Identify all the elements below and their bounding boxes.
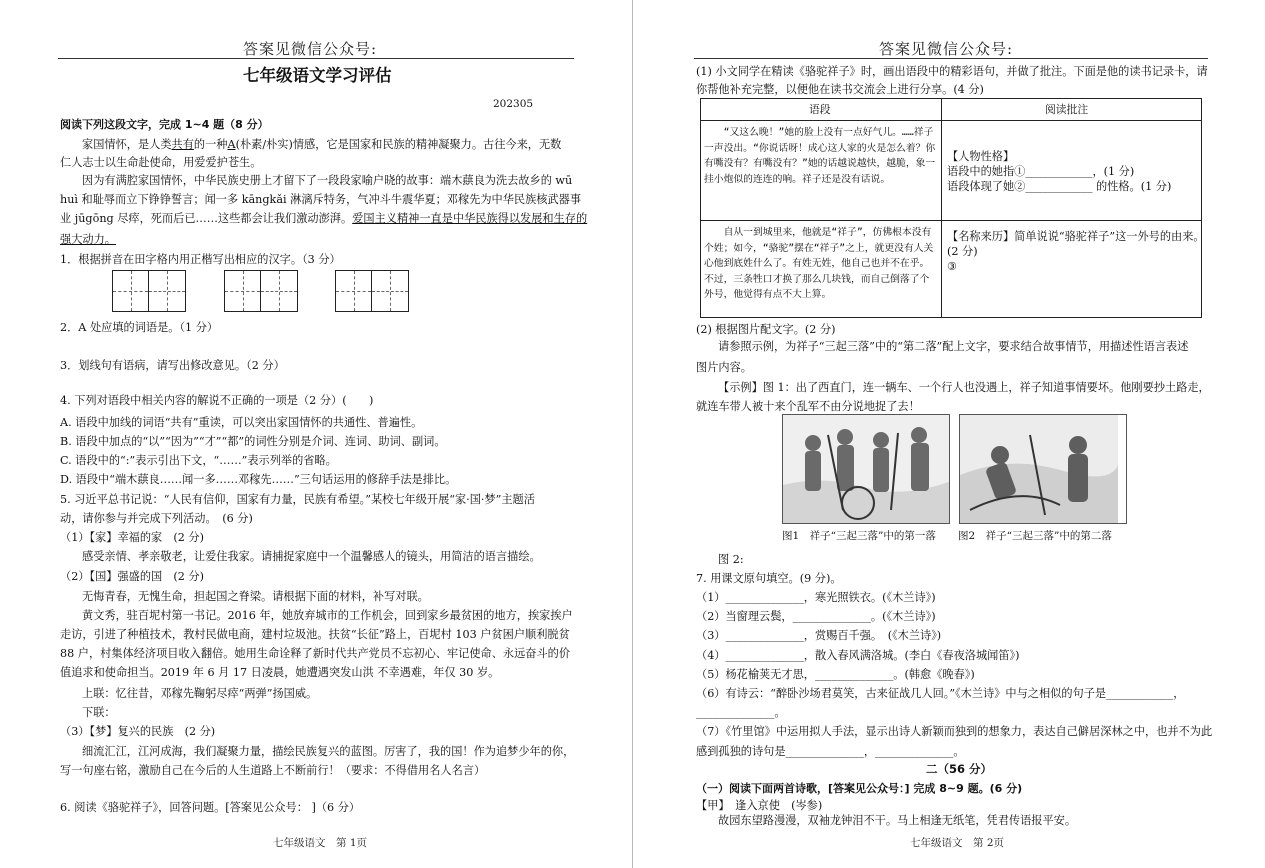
- fig2-answer-label[interactable]: 图 2:: [718, 553, 744, 566]
- table-row2-note-line1: 【名称来历】简单说说“骆驼祥子”这一外号的由来。: [947, 230, 1205, 243]
- q6-2-title: (2) 根据图片配文字。(2 分): [696, 323, 836, 336]
- page-title: 七年级语文学习评估: [243, 66, 392, 85]
- question-1: 1．根据拼音在田字格内用正楷写出相应的汉字。（3 分）: [60, 253, 341, 266]
- page-1-footer: 七年级语文 第 1页: [273, 837, 368, 849]
- q6-1-intro-line2: 你帮他补充完整，以便他在读书交流会上进行分享。(4 分): [696, 83, 984, 96]
- passage-p1-line2: 仁人志士以生命赴使命，用爱爱护苍生。: [60, 156, 262, 169]
- q5-3-title: （3）【梦】复兴的民族 (2 分): [60, 725, 216, 738]
- q5-2-material-line2: 走访，引进了种植技术，教村民做电商，建村垃圾池。扶贫“长征”路上，百坭村 103 户贫困户顺利脱贫: [60, 628, 570, 641]
- q6-2-line2: 图片内容。: [696, 361, 752, 374]
- example-line1: 【示例】图 1：出了西直门，连一辆车、一个行人也没遇上，祥子知道事情要坏。他刚要抄土路走，: [718, 381, 1210, 394]
- question-3: 3．划线句有语病，请写出修改意见。（2 分）: [60, 359, 285, 372]
- char-grid-2[interactable]: [224, 270, 298, 312]
- q4-option-b[interactable]: B. 语段中加点的“以”“因为”“才”“都”的词性分别是介词、连词、助词、副词。: [60, 435, 446, 448]
- header-note: 答案见微信公众号:: [243, 40, 378, 58]
- q5-2-upper-couplet: 上联：忆往昔，邓稼先鞠躬尽瘁“两弹”扬国威。: [82, 687, 318, 700]
- question-7: 7. 用课文原句填空。(9 分)。: [696, 572, 842, 585]
- q5-3-line2: 写一句座右铭，激励自己在今后的人生道路上不断前行！（要求：不得借用名人名言）: [60, 764, 486, 777]
- passage-p2-line1: 因为有满腔家国情怀，中华民族史册上才留下了一段段家喻户晓的故事：端木蕻良为洗去故乡的 wū: [82, 174, 573, 187]
- table-row2-note-line2: (2 分): [947, 245, 978, 258]
- header-rule-2: [694, 58, 1208, 59]
- q7-item-6[interactable]: （6）有诗云：“醉卧沙场君莫笑，古来征战几人回。”《木兰诗》中与之相似的句子是____________，: [696, 687, 1185, 700]
- q7-item-4[interactable]: （4）______________，散入春风满洛城。(李白《春夜洛城闻笛》): [696, 649, 1020, 662]
- header-rule: [58, 58, 574, 59]
- header-note-2: 答案见微信公众号:: [879, 40, 1014, 58]
- q7-item-1[interactable]: （1）______________，寒光照铁衣。(《木兰诗》): [696, 591, 936, 604]
- table-row1-note-line1[interactable]: 语段中的她指①____________，(1 分): [947, 165, 1135, 178]
- caption-fig2: 图2 祥子“三起三落”中的第二落: [958, 530, 1112, 542]
- page-2-footer: 七年级语文 第 2页: [910, 837, 1005, 849]
- char-grid-1[interactable]: [112, 270, 186, 312]
- page-divider: [632, 0, 633, 868]
- q4-option-a[interactable]: A. 语段中加线的词语“共有”重读，可以突出家国情怀的共通性、普遍性。: [60, 416, 423, 429]
- question-2: 2．A 处应填的词语是。（1 分）: [60, 321, 219, 334]
- q4-option-c[interactable]: C. 语段中的“:”表示引出下文，“……”表示列举的省略。: [60, 454, 337, 467]
- q5-2-material-line3: 88 户，村集体经济项目收入翻倍。她用生命诠释了新时代共产党员不忘初心、牢记使命、永远奋斗的价: [60, 647, 571, 660]
- table-header-note: 阅读批注: [1045, 103, 1089, 116]
- q5-2-text: 无悔青春，无愧生命，担起国之脊梁。请根据下面的材料，补写对联。: [82, 590, 429, 603]
- q5-2-lower-couplet[interactable]: 下联：: [82, 706, 116, 719]
- illustration-fig2: [959, 414, 1127, 524]
- table-row1-note-title: 【人物性格】: [947, 150, 1015, 163]
- section-heading: 阅读下列这段文字，完成 1~4 题（8 分）: [60, 118, 269, 131]
- q7-item-3[interactable]: （3）______________，赏赐百千强。 (《木兰诗》): [696, 629, 942, 642]
- q4-option-d[interactable]: D. 语段中“端木蕻良……闻一多……邓稼先……”三句话运用的修辞手法是排比。: [60, 473, 457, 486]
- illustration-fig1: [782, 414, 950, 524]
- table-row1-passage: “又这么晚！”她的脸上没有一点好气儿。……祥子一声没出。“你说话呀！成心这人家的火是怎么着？你有嘴没有？有嘴没有？”她的话越说越快，越脆，象一挂小炮似的连连的响。祥子还是没有话说。: [704, 127, 936, 185]
- example-line2: 就连车带人被十来个乱军不由分说地捉了去！: [696, 400, 920, 413]
- q5-1-text: 感受亲情、孝亲敬老，让爱住我家。请捕捉家庭中一个温馨感人的镜头，用简洁的语言描绘。: [82, 550, 541, 563]
- question-6: 6. 阅读《骆驼祥子》，回答问题。[答案见公众号： ]（6 分）: [60, 801, 361, 814]
- q5-2-material-line4: 值追求和使命担当。2019 年 6 月 17 日凌晨，她遭遇突发山洪 不幸遇难，年仅 30 岁。: [60, 666, 500, 679]
- table-header-passage: 语段: [809, 103, 831, 116]
- page-2: [636, 0, 1265, 868]
- poem-title: 【甲】 逢入京使 (岑参): [696, 799, 823, 812]
- table-row2-note-answer[interactable]: ③: [947, 260, 958, 273]
- q7-item-7-line1: （7）《竹里馆》中运用拟人手法，显示出诗人新颖而独到的想象力，表达自己僻居深林之中，也并不为此: [696, 725, 1213, 738]
- poem-line: 故园东望路漫漫，双袖龙钟泪不干。马上相逢无纸笔，凭君传语报平安。: [718, 814, 1077, 827]
- passage-p1-line1: 家国情怀，是人类共有的一种A(朴素/朴实)情感，它是国家和民族的精神凝聚力。古往今来，无数: [82, 138, 562, 151]
- passage-p2-line3: 业 jūgōng 尽瘁，死而后已……这些都会让我们激动澎湃。爱国主义精神一直是中华民族得以发展和生存的: [60, 212, 588, 225]
- q7-item-5[interactable]: （5）杨花榆荚无才思，______________。(韩愈《晚春》): [696, 668, 975, 681]
- question-5-line2: 动，请你参与并完成下列活动。 (6 分): [60, 512, 253, 525]
- question-4: 4. 下列对语段中相关内容的解说不正确的一项是（2 分）( ): [60, 394, 374, 407]
- q7-item-6-cont[interactable]: ______________。: [696, 706, 786, 719]
- q6-1-intro-line1: (1) 小文同学在精读《骆驼祥子》时，画出语段中的精彩语句，并做了批注。下面是他的读书记录卡，请: [696, 65, 1208, 78]
- passage-p2-line4: 强大动力。: [60, 233, 116, 246]
- char-grid-3[interactable]: [335, 270, 409, 312]
- date-code: 202305: [493, 98, 534, 110]
- part-2-heading: 二（56 分）: [926, 762, 993, 776]
- q5-3-line1: 细流汇江，江河成海，我们凝聚力量，描绘民族复兴的蓝图。厉害了，我的国！作为追梦少年的你，: [82, 745, 575, 758]
- q7-item-7-line2[interactable]: 感到孤独的诗句是______________，______________。: [696, 745, 965, 758]
- q7-item-2[interactable]: （2）当窗理云鬓，______________。(《木兰诗》): [696, 610, 936, 623]
- question-5-line1: 5. 习近平总书记说：“人民有信仰，国家有力量，民族有希望。”某校七年级开展“家·国·梦”主题活: [60, 493, 535, 506]
- passage-p2-line2: huì 和耻辱而立下铮铮誓言；闻一多 kāngkǎi 淋漓斥特务，气冲斗牛震华夏；邓稼先为中华民族核武器事: [60, 193, 582, 206]
- q5-1-title: （1）【家】幸福的家 (2 分): [60, 531, 204, 544]
- reading-record-table: [700, 98, 1205, 318]
- table-row1-note-line2[interactable]: 语段体现了她②____________ 的性格。(1 分): [947, 180, 1172, 193]
- page-1: [0, 0, 632, 868]
- table-row2-passage: 自从一到城里来，他就是“祥子”，仿佛根本没有个姓；如今，“骆驼”摆在“祥子”之上，就更没有人关心他到底姓什么了。有姓无姓，他自己也并不在乎。不过，三条牲口才换了那么几块钱，而自己倒落了个外号，他觉得有点不大上算。: [704, 227, 934, 301]
- q5-2-title: （2）【国】强盛的国 (2 分): [60, 570, 204, 583]
- poem-section-heading: （一）阅读下面两首诗歌，[答案见公众号：] 完成 8~9 题。(6 分): [696, 782, 1023, 795]
- q6-2-line1: 请参照示例，为祥子“三起三落”中的“第二落”配上文字，要求结合故事情节，用描述性语言表述: [718, 340, 1189, 353]
- q5-2-material-line1: 黄文秀，驻百坭村第一书记。2016 年，她放弃城市的工作机会，回到家乡最贫困的地方，挨家挨户: [82, 609, 573, 622]
- caption-fig1: 图1 祥子“三起三落”中的第一落: [782, 530, 936, 542]
